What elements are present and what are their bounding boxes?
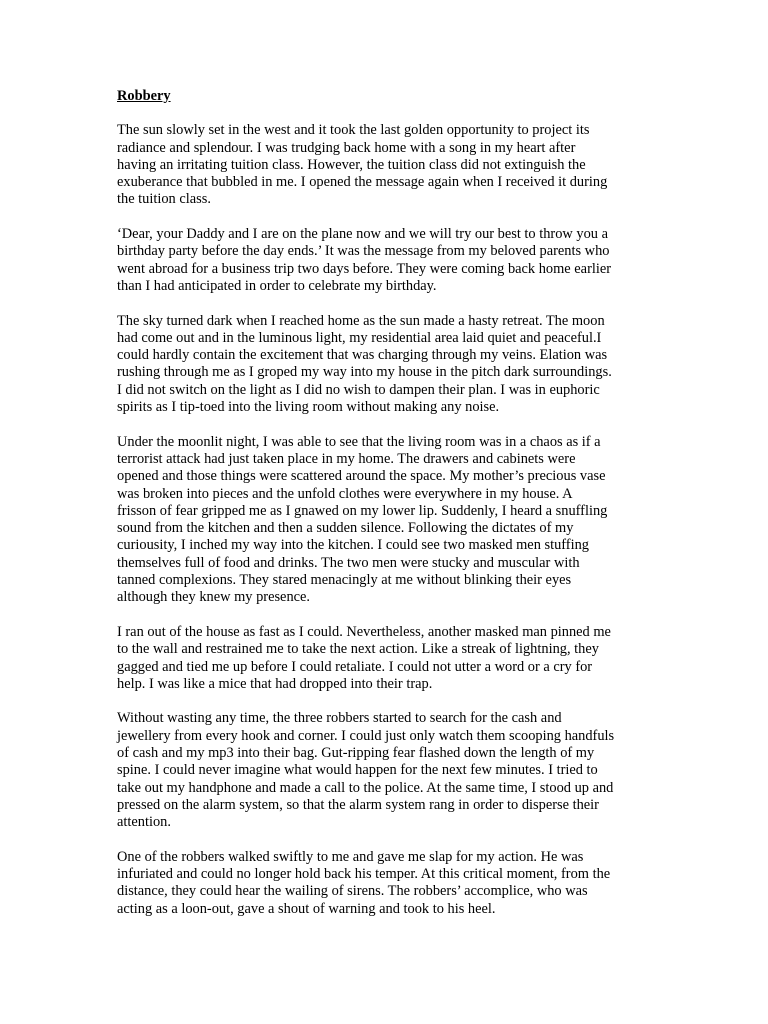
text-line: The sun slowly set in the west and it took the last golden opportunity to project its [117,122,590,139]
text-line: had come out and in the luminous light, my residential area laid quiet and peaceful.I [117,329,602,346]
text-line: sound from the kitchen and then a sudden silence. Following the dictates of my [117,520,574,537]
paragraph-2 [117,226,657,295]
text-line: acting as a loon-out, gave a shout of warning and took to his heel. [117,900,496,917]
text-line: spine. I could never imagine what would happen for the next few minutes. I tried to [117,762,598,779]
text-line: exuberance that bubbled in me. I opened the message again when I received it during [117,174,608,191]
text-line: Without wasting any time, the three robbers started to search for the cash and [117,710,562,727]
text-line: went abroad for a business trip two days before. They were coming back home earlier [117,260,612,277]
text-line: rushing through me as I groped my way into my house in the pitch dark surroundings. [117,364,612,381]
text-line: radiance and splendour. I was trudging back home with a song in my heart after [117,139,576,156]
text-line: spirits as I tip-toed into the living room without making any noise. [117,399,500,416]
text-line: Under the moonlit night, I was able to see that the living room was in a chaos as if a [117,433,601,450]
text-line: curiousity, I inched my way into the kitchen. I could see two masked men stuffing [117,537,589,554]
text-line: jewellery from every hook and corner. I could just only watch them scooping handfuls [117,727,615,744]
text-line: pressed on the alarm system, so that the alarm system rang in order to disperse their [117,796,599,813]
text-line: having an irritating tuition class. However, the tuition class did not extinguish the [117,156,586,173]
text-line: One of the robbers walked swiftly to me and gave me slap for my action. He was [117,848,584,865]
paragraph-6 [117,710,657,831]
text-line: The sky turned dark when I reached home as the sun made a hasty retreat. The moon [117,312,605,329]
text-line: terrorist attack had just taken place in my home. The drawers and cabinets were [117,450,576,467]
text-line: help. I was like a mice that had dropped into their trap. [117,675,433,692]
text-line: attention. [117,814,171,831]
paragraph-3 [117,313,657,417]
text-line: was broken into pieces and the unfold clothes were everywhere in my house. A [117,485,573,502]
text-line: themselves full of food and drinks. The two men were stucky and muscular with [117,554,580,571]
text-line: could hardly contain the excitement that was charging through my veins. Elation was [117,347,608,364]
text-line: infuriated and could no longer hold back his temper. At this critical moment, from the [117,866,611,883]
text-line: frisson of fear gripped me as I gnawed on my lower lip. Suddenly, I heard a snuffling [117,502,608,519]
text-line: opened and those things were scattered around the space. My mother’s precious vase [117,468,606,485]
text-line: to the wall and restrained me to take the next action. Like a streak of lightning, they [117,641,599,658]
text-line: the tuition class. [117,191,211,208]
paragraph-7 [117,849,657,918]
text-line: than I had anticipated in order to celebrate my birthday. [117,277,437,294]
text-line: birthday party before the day ends.’ It was the message from my beloved parents who [117,243,610,260]
text-line: take out my handphone and made a call to the police. At the same time, I stood up and [117,779,614,796]
paragraph-1 [117,122,657,208]
text-line: tanned complexions. They stared menacingly at me without blinking their eyes [117,572,572,589]
document-title: Robbery [117,88,171,104]
paragraph-4 [117,434,657,607]
text-line: although they knew my presence. [117,589,311,606]
document-page [117,88,657,935]
text-line: ‘Dear, your Daddy and I are on the plane now and we will try our best to throw you a [117,226,608,243]
text-line: I did not switch on the light as I did no wish to dampen their plan. I was in euphoric [117,381,600,398]
text-line: I ran out of the house as fast as I could. Nevertheless, another masked man pinned me [117,623,611,640]
text-line: of cash and my mp3 into their bag. Gut-ripping fear flashed down the length of my [117,744,595,761]
text-line: gagged and tied me up before I could retaliate. I could not utter a word or a cry for [117,658,593,675]
paragraph-5 [117,624,657,693]
document-body [117,122,657,918]
text-line: distance, they could hear the wailing of sirens. The robbers’ accomplice, who was [117,883,588,900]
